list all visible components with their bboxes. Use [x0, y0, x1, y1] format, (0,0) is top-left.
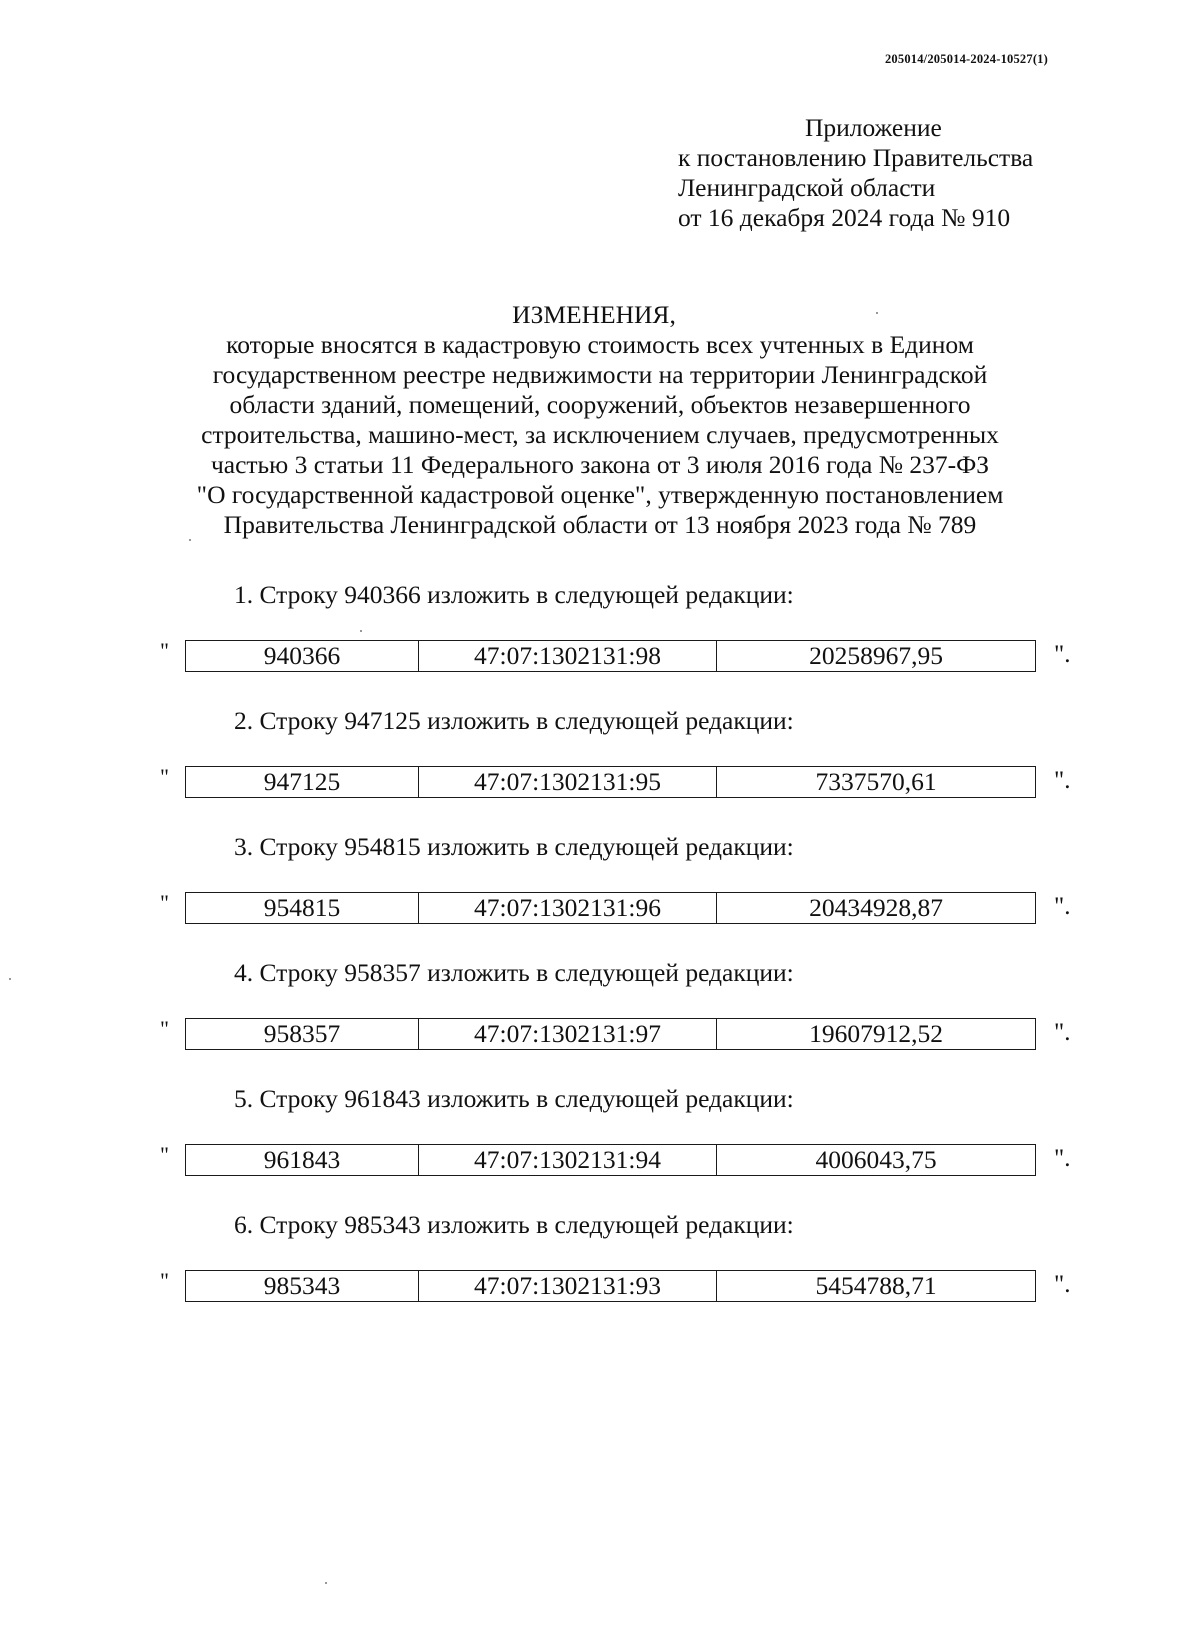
appendix-title: Приложение — [805, 113, 942, 142]
close-quote: ". — [1054, 1019, 1071, 1046]
close-quote: ". — [1054, 1271, 1071, 1298]
row-number-cell: 958357 — [186, 1019, 419, 1050]
close-quote: ". — [1054, 1145, 1071, 1172]
row-number-cell: 940366 — [186, 641, 419, 672]
amendment-row-table — [185, 1018, 1036, 1050]
scan-speck — [876, 312, 878, 314]
row-number-cell: 985343 — [186, 1271, 419, 1302]
table-row — [186, 767, 1036, 798]
table-row — [186, 893, 1036, 924]
heading-body-line: частью 3 статьи 11 Федерального закона от 3 июля 2016 года № 237-ФЗ — [210, 450, 990, 479]
scan-speck — [325, 1582, 327, 1584]
table-row — [186, 1145, 1036, 1176]
heading-body-line: строительства, машино-мест, за исключением случаев, предусмотренных — [201, 420, 999, 449]
cadastral-number-cell: 47:07:1302131:93 — [419, 1271, 717, 1302]
amendment-row-table — [185, 892, 1036, 924]
cadastral-value-cell: 20434928,87 — [717, 893, 1036, 924]
heading-body-line: области зданий, помещений, сооружений, объектов незавершенного — [229, 390, 971, 419]
cadastral-value-cell: 7337570,61 — [717, 767, 1036, 798]
row-number-cell: 954815 — [186, 893, 419, 924]
document-id: 205014/205014-2024-10527(1) — [884, 52, 1048, 66]
amendment-instruction: 6. Строку 985343 изложить в следующей редакции: — [234, 1210, 794, 1239]
open-quote: " — [160, 1016, 169, 1041]
close-quote: ". — [1054, 767, 1071, 794]
open-quote: " — [160, 890, 169, 915]
scan-speck — [360, 630, 362, 632]
heading-body-line: "О государственной кадастровой оценке", утвержденную постановлением — [196, 480, 1004, 509]
document-heading — [0, 300, 1200, 540]
amendment-instruction: 1. Строку 940366 изложить в следующей редакции: — [234, 580, 794, 609]
appendix-line: Ленинградской области — [678, 173, 936, 202]
row-number-cell: 947125 — [186, 767, 419, 798]
amendment-row-table — [185, 1144, 1036, 1176]
appendix-line: от 16 декабря 2024 года № 910 — [678, 203, 1011, 232]
table-row — [186, 1019, 1036, 1050]
amendment-instruction: 2. Строку 947125 изложить в следующей редакции: — [234, 706, 794, 735]
amendment-instruction: 5. Строку 961843 изложить в следующей редакции: — [234, 1084, 794, 1113]
cadastral-number-cell: 47:07:1302131:95 — [419, 767, 717, 798]
cadastral-number-cell: 47:07:1302131:94 — [419, 1145, 717, 1176]
appendix-block — [678, 113, 1033, 233]
amendment-instruction: 3. Строку 954815 изложить в следующей редакции: — [234, 832, 794, 861]
heading-body-line: которые вносятся в кадастровую стоимость всех учтенных в Едином — [226, 330, 974, 359]
open-quote: " — [160, 1142, 169, 1167]
heading-body-line: Правительства Ленинградской области от 13 ноября 2023 года № 789 — [223, 510, 977, 539]
open-quote: " — [160, 764, 169, 789]
scan-speck — [9, 978, 11, 980]
appendix-line: к постановлению Правительства — [678, 143, 1034, 172]
open-quote: " — [160, 638, 169, 663]
row-number-cell: 961843 — [186, 1145, 419, 1176]
amendment-instruction: 4. Строку 958357 изложить в следующей редакции: — [234, 958, 794, 987]
amendment-row-table — [185, 766, 1036, 798]
scan-speck — [189, 539, 191, 541]
heading-body-line: государственном реестре недвижимости на территории Ленинградской — [212, 360, 988, 389]
table-row — [186, 641, 1036, 672]
heading-title: ИЗМЕНЕНИЯ, — [512, 300, 676, 329]
open-quote: " — [160, 1268, 169, 1293]
cadastral-number-cell: 47:07:1302131:98 — [419, 641, 717, 672]
close-quote: ". — [1054, 641, 1071, 668]
cadastral-number-cell: 47:07:1302131:96 — [419, 893, 717, 924]
amendment-row-table — [185, 640, 1036, 672]
cadastral-value-cell: 19607912,52 — [717, 1019, 1036, 1050]
cadastral-number-cell: 47:07:1302131:97 — [419, 1019, 717, 1050]
table-row — [186, 1271, 1036, 1302]
cadastral-value-cell: 20258967,95 — [717, 641, 1036, 672]
close-quote: ". — [1054, 893, 1071, 920]
cadastral-value-cell: 5454788,71 — [717, 1271, 1036, 1302]
cadastral-value-cell: 4006043,75 — [717, 1145, 1036, 1176]
amendment-row-table — [185, 1270, 1036, 1302]
